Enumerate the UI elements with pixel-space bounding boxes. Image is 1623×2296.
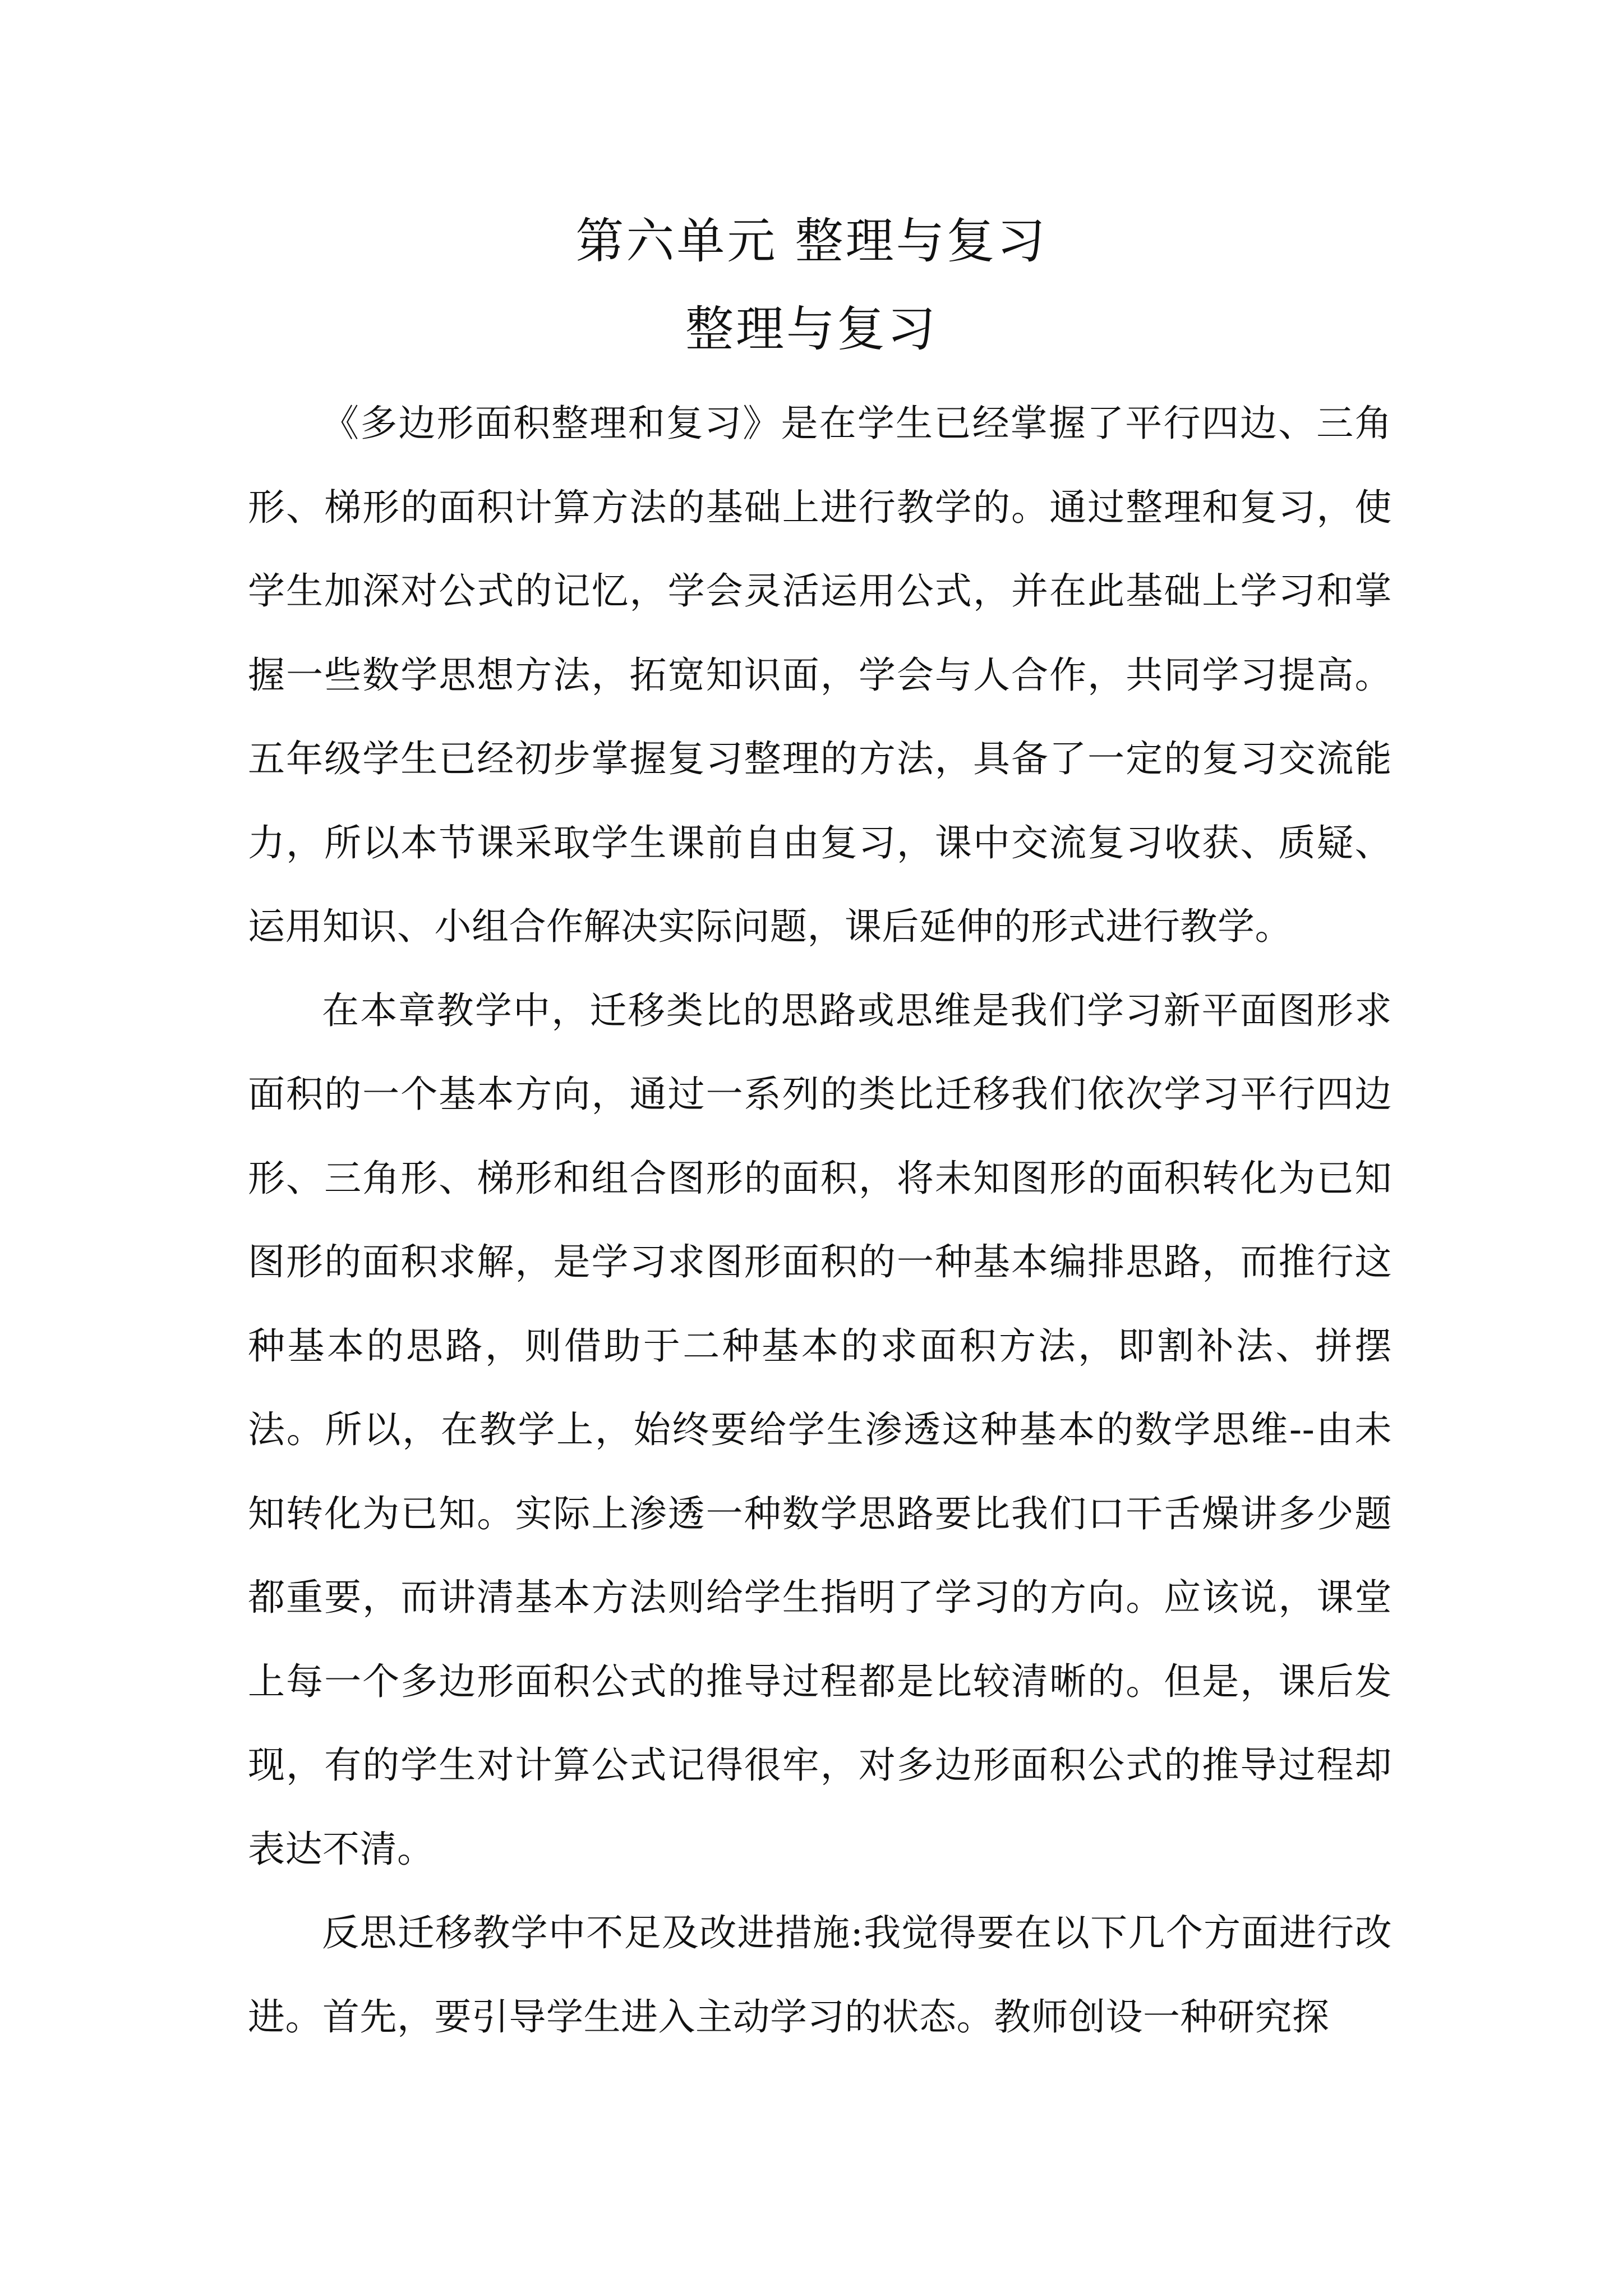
paragraph-teaching-reflection: 在本章教学中，迁移类比的思路或思维是我们学习新平面图形求面积的一个基本方向，通过一系列的类比迁移我们依次学习平行四边形、三角形、梯形和组合图形的面积，将未知图形的面积转化为已知图形的面积求解，是学习求图形面积的一种基本编排思路，而推行这种基本的思路，则借助于二种基本的求面积方法，即割补法、拼摆法。所以，在教学上，始终要给学生渗透这种基本的数学思维--由未知转化为已知。实际上渗透一种数学思路要比我们口干舌燥讲多少题都重要，而讲清基本方法则给学生指明了学习的方向。应该说，课堂上每一个多边形面积公式的推导过程都是比较清晰的。但是，课后发现，有的学生对计算公式记得很牢，对多边形面积公式的推导过程却表达不清。 [248,988,1392,1871]
document-body [248,381,1392,2059]
paragraph-intro: 《多边形面积整理和复习》是在学生已经掌握了平行四边、三角形、梯形的面积计算方法的基础上进行教学的。通过整理和复习，使学生加深对公式的记忆，学会灵活运用公式，并在此基础上学习和掌握一些数学思想方法，拓宽知识面，学会与人合作，共同学习提高。五年级学生已经初步掌握复习整理的方法，具备了一定的复习交流能力，所以本节课采取学生课前自由复习，课中交流复习收获、质疑、运用知识、小组合作解决实际问题，课后延伸的形式进行教学。 [248,402,1392,948]
page-title: 第六单元 整理与复习 [575,213,1048,269]
page-subtitle: 整理与复习 [685,301,938,357]
paragraph-improvement: 反思迁移教学中不足及改进措施:我觉得要在以下几个方面进行改进。首先，要引导学生进入主动学习的状态。教师创设一种研究探 [248,1911,1392,2039]
